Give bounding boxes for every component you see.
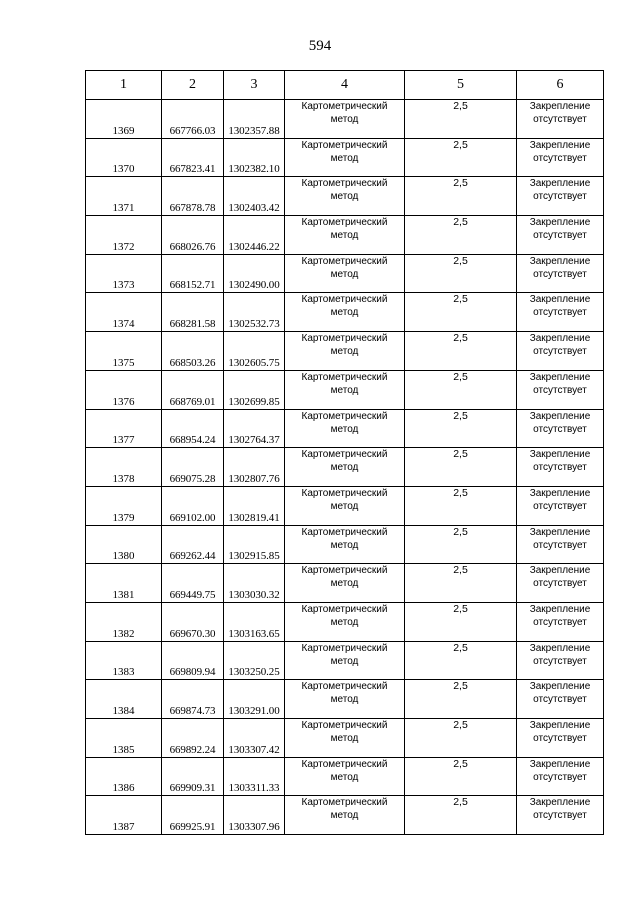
method-cell (285, 370, 405, 409)
method-cell (285, 332, 405, 371)
fixation-status-cell (517, 254, 604, 293)
accuracy-cell: 2,5 (405, 254, 517, 293)
method-line: метод (330, 771, 359, 783)
status-line: Закрепление (529, 410, 591, 422)
y-coordinate-cell: 1302764.37 (224, 409, 285, 448)
status-line: Закрепление (529, 255, 591, 267)
fixation-status-cell (517, 448, 604, 487)
accuracy-cell: 2,5 (405, 602, 517, 641)
status-line: отсутствует (533, 423, 587, 435)
accuracy-cell: 2,5 (405, 409, 517, 448)
method-cell (285, 138, 405, 177)
y-coordinate-cell: 1303163.65 (224, 602, 285, 641)
status-line: отсутствует (533, 346, 587, 358)
method-line: метод (330, 384, 359, 396)
x-coordinate-cell: 669075.28 (162, 448, 224, 487)
y-coordinate-cell: 1303311.33 (224, 757, 285, 796)
table-row (86, 216, 604, 255)
y-coordinate-cell: 1302819.41 (224, 486, 285, 525)
point-number-cell: 1385 (86, 719, 162, 758)
table-row (86, 680, 604, 719)
status-line: отсутствует (533, 694, 587, 706)
x-coordinate-cell: 667766.03 (162, 100, 224, 139)
point-number-cell: 1374 (86, 293, 162, 332)
method-cell (285, 177, 405, 216)
y-coordinate-cell: 1303291.00 (224, 680, 285, 719)
column-header: 2 (162, 71, 224, 100)
x-coordinate-cell: 669102.00 (162, 486, 224, 525)
accuracy-cell: 2,5 (405, 332, 517, 371)
accuracy-cell: 2,5 (405, 486, 517, 525)
accuracy-cell: 2,5 (405, 719, 517, 758)
point-number-cell: 1386 (86, 757, 162, 796)
table-row (86, 448, 604, 487)
method-line: Картометрический (301, 642, 388, 654)
method-cell (285, 448, 405, 487)
table-row (86, 796, 604, 835)
table-header-row (86, 71, 604, 100)
method-line: метод (330, 268, 359, 280)
method-line: Картометрический (301, 603, 388, 615)
status-line: отсутствует (533, 733, 587, 744)
x-coordinate-cell: 669809.94 (162, 641, 224, 680)
method-line: метод (330, 346, 359, 358)
method-line: метод (330, 114, 359, 125)
y-coordinate-cell: 1302915.85 (224, 525, 285, 564)
method-cell (285, 409, 405, 448)
column-header: 3 (224, 71, 285, 100)
method-line: метод (330, 230, 359, 242)
method-line: метод (330, 191, 359, 203)
x-coordinate-cell: 669892.24 (162, 719, 224, 758)
y-coordinate-cell: 1302490.00 (224, 254, 285, 293)
accuracy-cell: 2,5 (405, 216, 517, 255)
status-line: отсутствует (533, 114, 587, 125)
table-row (86, 409, 604, 448)
table-row (86, 332, 604, 371)
x-coordinate-cell: 668954.24 (162, 409, 224, 448)
method-line: Картометрический (301, 255, 388, 267)
status-line: Закрепление (529, 681, 591, 693)
method-line: Картометрический (301, 333, 388, 345)
x-coordinate-cell: 668152.71 (162, 254, 224, 293)
method-cell (285, 216, 405, 255)
fixation-status-cell (517, 564, 604, 603)
fixation-status-cell (517, 486, 604, 525)
status-line: отсутствует (533, 539, 587, 551)
status-line: отсутствует (533, 771, 587, 783)
fixation-status-cell (517, 409, 604, 448)
x-coordinate-cell: 669262.44 (162, 525, 224, 564)
method-line: Картометрический (301, 797, 388, 809)
y-coordinate-cell: 1302403.42 (224, 177, 285, 216)
accuracy-cell: 2,5 (405, 525, 517, 564)
table-row (86, 100, 604, 139)
table-row (86, 254, 604, 293)
point-number-cell: 1384 (86, 680, 162, 719)
fixation-status-cell (517, 100, 604, 139)
status-line: Закрепление (529, 526, 591, 538)
method-cell (285, 641, 405, 680)
method-line: метод (330, 423, 359, 435)
method-line: Картометрический (301, 371, 388, 383)
method-line: Картометрический (301, 101, 388, 112)
x-coordinate-cell: 668026.76 (162, 216, 224, 255)
method-line: метод (330, 810, 359, 822)
status-line: Закрепление (529, 294, 591, 306)
status-line: отсутствует (533, 191, 587, 203)
method-line: Картометрический (301, 720, 388, 731)
status-line: отсутствует (533, 616, 587, 628)
accuracy-cell: 2,5 (405, 564, 517, 603)
fixation-status-cell (517, 293, 604, 332)
status-line: отсутствует (533, 268, 587, 280)
table-row (86, 564, 604, 603)
point-number-cell: 1378 (86, 448, 162, 487)
status-line: Закрепление (529, 101, 591, 112)
method-cell (285, 254, 405, 293)
coordinates-table (85, 70, 604, 835)
status-line: отсутствует (533, 230, 587, 242)
accuracy-cell: 2,5 (405, 757, 517, 796)
fixation-status-cell (517, 796, 604, 835)
fixation-status-cell (517, 641, 604, 680)
method-cell (285, 525, 405, 564)
method-line: Картометрический (301, 178, 388, 190)
fixation-status-cell (517, 525, 604, 564)
status-line: отсутствует (533, 655, 587, 667)
accuracy-cell: 2,5 (405, 680, 517, 719)
point-number-cell: 1370 (86, 138, 162, 177)
table-body (86, 100, 604, 835)
method-line: Картометрический (301, 758, 388, 770)
fixation-status-cell (517, 719, 604, 758)
status-line: отсутствует (533, 578, 587, 590)
table-row (86, 641, 604, 680)
status-line: Закрепление (529, 603, 591, 615)
y-coordinate-cell: 1303030.32 (224, 564, 285, 603)
status-line: Закрепление (529, 758, 591, 770)
method-line: метод (330, 462, 359, 474)
status-line: Закрепление (529, 720, 591, 731)
y-coordinate-cell: 1302807.76 (224, 448, 285, 487)
accuracy-cell: 2,5 (405, 100, 517, 139)
method-line: метод (330, 539, 359, 551)
method-line: Картометрический (301, 565, 388, 577)
method-line: Картометрический (301, 217, 388, 229)
table-row (86, 293, 604, 332)
x-coordinate-cell: 668281.58 (162, 293, 224, 332)
y-coordinate-cell: 1303307.42 (224, 719, 285, 758)
accuracy-cell: 2,5 (405, 138, 517, 177)
status-line: Закрепление (529, 565, 591, 577)
method-line: метод (330, 733, 359, 744)
method-cell (285, 564, 405, 603)
method-line: Картометрический (301, 139, 388, 151)
y-coordinate-cell: 1302699.85 (224, 370, 285, 409)
method-line: Картометрический (301, 449, 388, 461)
x-coordinate-cell: 667823.41 (162, 138, 224, 177)
fixation-status-cell (517, 216, 604, 255)
column-header: 6 (517, 71, 604, 100)
status-line: Закрепление (529, 333, 591, 345)
point-number-cell: 1376 (86, 370, 162, 409)
table-row (86, 177, 604, 216)
table-row (86, 138, 604, 177)
method-line: метод (330, 694, 359, 706)
y-coordinate-cell: 1302357.88 (224, 100, 285, 139)
point-number-cell: 1381 (86, 564, 162, 603)
method-line: метод (330, 500, 359, 512)
y-coordinate-cell: 1302446.22 (224, 216, 285, 255)
accuracy-cell: 2,5 (405, 370, 517, 409)
table-row (86, 719, 604, 758)
status-line: отсутствует (533, 384, 587, 396)
status-line: Закрепление (529, 217, 591, 229)
accuracy-cell: 2,5 (405, 293, 517, 332)
point-number-cell: 1371 (86, 177, 162, 216)
point-number-cell: 1375 (86, 332, 162, 371)
status-line: отсутствует (533, 307, 587, 319)
column-header: 4 (285, 71, 405, 100)
method-cell (285, 100, 405, 139)
fixation-status-cell (517, 370, 604, 409)
fixation-status-cell (517, 138, 604, 177)
accuracy-cell: 2,5 (405, 796, 517, 835)
y-coordinate-cell: 1302382.10 (224, 138, 285, 177)
y-coordinate-cell: 1302605.75 (224, 332, 285, 371)
point-number-cell: 1380 (86, 525, 162, 564)
status-line: Закрепление (529, 371, 591, 383)
status-line: Закрепление (529, 139, 591, 151)
x-coordinate-cell: 669874.73 (162, 680, 224, 719)
method-line: метод (330, 578, 359, 590)
fixation-status-cell (517, 757, 604, 796)
table-row (86, 370, 604, 409)
point-number-cell: 1379 (86, 486, 162, 525)
point-number-cell: 1369 (86, 100, 162, 139)
method-line: Картометрический (301, 681, 388, 693)
fixation-status-cell (517, 680, 604, 719)
table-row (86, 602, 604, 641)
point-number-cell: 1382 (86, 602, 162, 641)
x-coordinate-cell: 669925.91 (162, 796, 224, 835)
fixation-status-cell (517, 602, 604, 641)
column-header: 1 (86, 71, 162, 100)
table-row (86, 525, 604, 564)
point-number-cell: 1372 (86, 216, 162, 255)
x-coordinate-cell: 669670.30 (162, 602, 224, 641)
method-cell (285, 680, 405, 719)
method-cell (285, 293, 405, 332)
page-number: 594 (308, 38, 332, 54)
method-line: метод (330, 152, 359, 164)
x-coordinate-cell: 668769.01 (162, 370, 224, 409)
table-row (86, 486, 604, 525)
point-number-cell: 1383 (86, 641, 162, 680)
method-line: метод (330, 616, 359, 628)
method-cell (285, 757, 405, 796)
status-line: Закрепление (529, 797, 591, 809)
status-line: отсутствует (533, 500, 587, 512)
x-coordinate-cell: 669909.31 (162, 757, 224, 796)
y-coordinate-cell: 1302532.73 (224, 293, 285, 332)
status-line: Закрепление (529, 487, 591, 499)
method-cell (285, 796, 405, 835)
x-coordinate-cell: 667878.78 (162, 177, 224, 216)
method-line: метод (330, 655, 359, 667)
point-number-cell: 1377 (86, 409, 162, 448)
method-cell (285, 486, 405, 525)
status-line: Закрепление (529, 178, 591, 190)
y-coordinate-cell: 1303307.96 (224, 796, 285, 835)
status-line: Закрепление (529, 642, 591, 654)
fixation-status-cell (517, 332, 604, 371)
table-row (86, 757, 604, 796)
status-line: отсутствует (533, 462, 587, 474)
point-number-cell: 1373 (86, 254, 162, 293)
x-coordinate-cell: 669449.75 (162, 564, 224, 603)
accuracy-cell: 2,5 (405, 448, 517, 487)
status-line: Закрепление (529, 449, 591, 461)
accuracy-cell: 2,5 (405, 641, 517, 680)
method-cell (285, 602, 405, 641)
point-number-cell: 1387 (86, 796, 162, 835)
method-line: Картометрический (301, 487, 388, 499)
status-line: отсутствует (533, 152, 587, 164)
method-line: Картометрический (301, 410, 388, 422)
column-header: 5 (405, 71, 517, 100)
method-line: Картометрический (301, 526, 388, 538)
fixation-status-cell (517, 177, 604, 216)
method-line: метод (330, 307, 359, 319)
method-cell (285, 719, 405, 758)
accuracy-cell: 2,5 (405, 177, 517, 216)
y-coordinate-cell: 1303250.25 (224, 641, 285, 680)
method-line: Картометрический (301, 294, 388, 306)
x-coordinate-cell: 668503.26 (162, 332, 224, 371)
status-line: отсутствует (533, 810, 587, 822)
